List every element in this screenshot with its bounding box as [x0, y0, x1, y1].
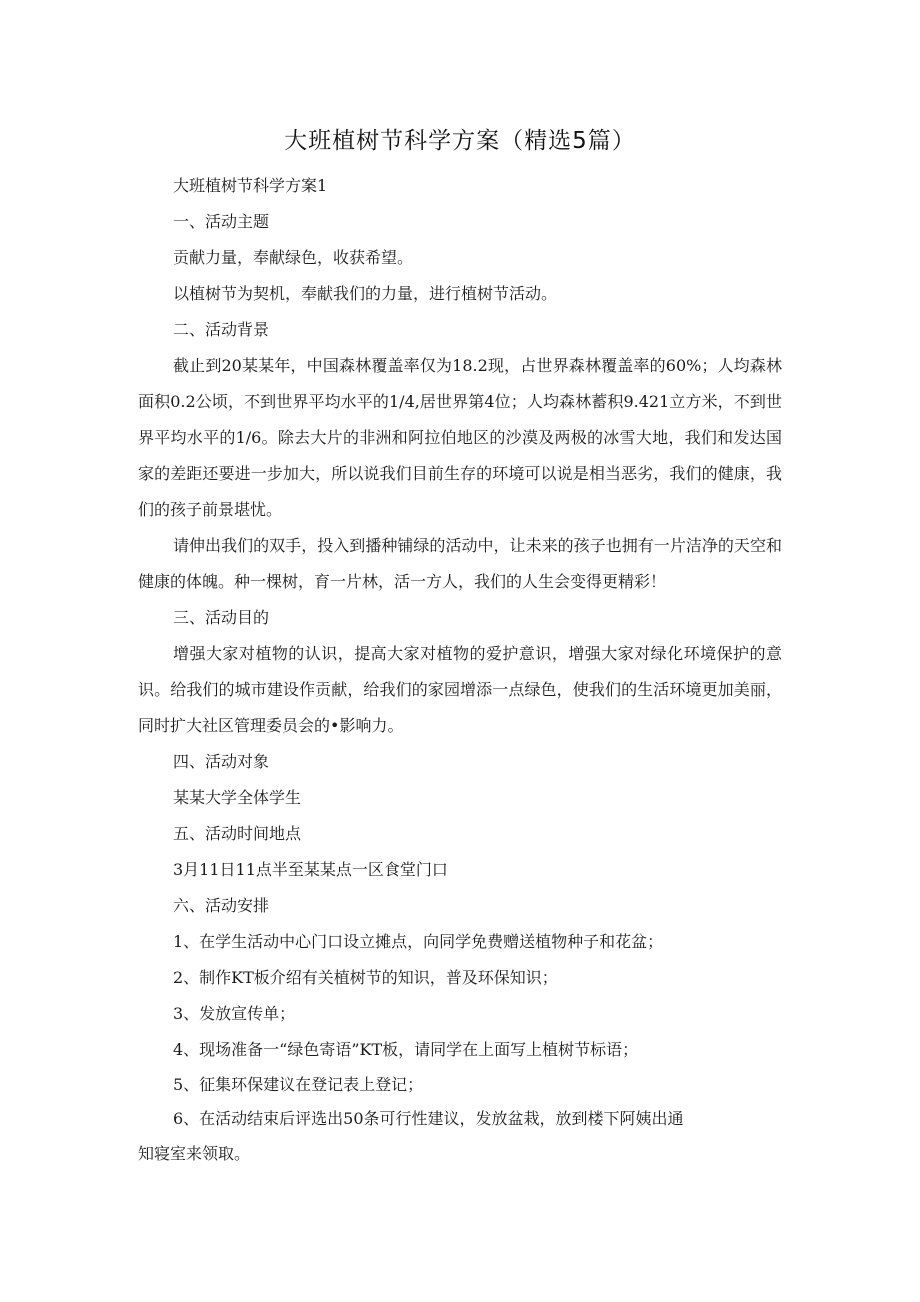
list-item: 2、制作KT板介绍有关植树节的知识，普及环保知识； — [173, 968, 558, 987]
section-heading-theme: 一、活动主题 — [173, 212, 270, 231]
paragraph: 以植树节为契机，奉献我们的力量，进行植树节活动。 — [173, 284, 558, 303]
section-heading-audience: 四、活动对象 — [173, 752, 270, 771]
section-heading-background: 二、活动背景 — [173, 320, 270, 339]
section-heading-time-place: 五、活动时间地点 — [173, 824, 302, 843]
list-item: 6、在活动结束后评选出50条可行性建议，发放盆栽，放到楼下阿姨出通 — [173, 1109, 684, 1128]
paragraph: 3月11日11点半至某某点一区食堂门口 — [173, 860, 448, 879]
list-item: 5、征集环保建议在登记表上登记； — [173, 1075, 424, 1094]
list-item: 1、在学生活动中心门口设立摊点，向同学免费赠送植物种子和花盆； — [173, 932, 664, 951]
list-item-continuation: 知寝室来领取。 — [138, 1144, 251, 1163]
section-heading-purpose: 三、活动目的 — [173, 608, 270, 627]
document-title: 大班植树节科学方案（精选5篇） — [284, 128, 636, 154]
paragraph: 增强大家对植物的认识，提高大家对植物的爱护意识，增强大家对绿化环境保护的意识。给我们的城市建设作贡献，给我们的家园增添一点绿色，使我们的生活环境更加美丽，同时扩大社区管理委员会的•影响力。 — [138, 644, 782, 735]
paragraph: 贡献力量，奉献绿色，收获希望。 — [173, 248, 414, 267]
document-subtitle: 大班植树节科学方案1 — [173, 176, 328, 195]
document-body — [138, 168, 782, 1172]
paragraph: 截止到20某某年，中国森林覆盖率仅为18.2现，占世界森林覆盖率的60%；人均森林面积0.2公顷，不到世界平均水平的1/4,居世界第4位；人均森林蓄积9.421立方米，不到世界平均水平的1/6。除去大片的非洲和阿拉伯地区的沙漠及两极的冰雪大地，我们和发达国家的差距还要进一步加大，所以说我们目前生存的环境可以说是相当恶劣，我们的健康，我们的孩子前景堪忧。 — [138, 356, 782, 519]
list-item: 3、发放宣传单； — [173, 1004, 296, 1023]
list-item: 4、现场准备一“绿色寄语”KT板，请同学在上面写上植树节标语； — [173, 1040, 639, 1059]
paragraph: 某某大学全体学生 — [173, 788, 302, 807]
paragraph: 请伸出我们的双手，投入到播种铺绿的活动中，让未来的孩子也拥有一片洁净的天空和健康的体魄。种一棵树，育一片林，活一方人，我们的人生会变得更精彩！ — [138, 536, 782, 591]
section-heading-arrangement: 六、活动安排 — [173, 896, 270, 915]
